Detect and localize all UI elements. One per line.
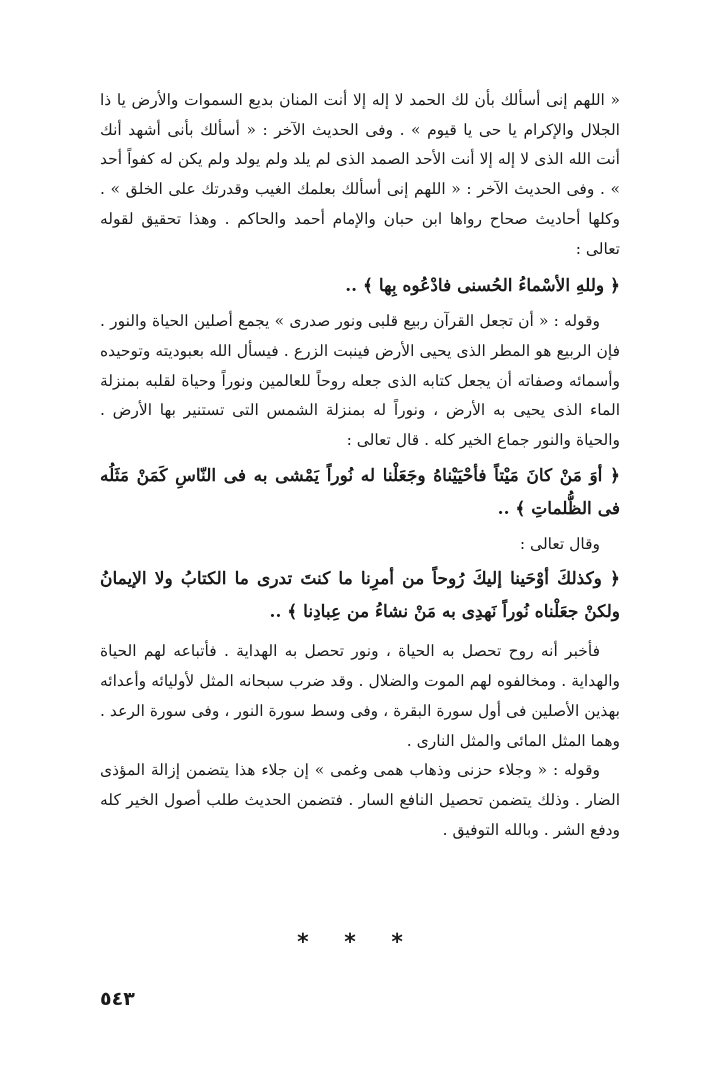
page-number: ٥٤٣: [100, 988, 135, 1010]
body-text: [100, 86, 620, 845]
quran-verse-3: ﴿ وكذلكَ أوْحَينا إليكَ رُوحاً من أمرِنا ما كنتَ تدرى ما الكتابُ ولا الإيمانُ ولكنْ جعَلْناه نُوراً نَهدِى به مَنْ نشاءُ من عِبادِنا ﴾ ..: [100, 569, 620, 623]
paragraph-1: « اللهم إنى أسألك بأن لك الحمد لا إله إلا أنت المنان بديع السموات والأرض يا ذا الجلال والإكرام يا حى يا قيوم » . وفى الحديث الآخر : « أسألك بأنى أشهد أنك أنت الله الذى لا إله إلا أنت الأحد الصمد الذى لم يلد ولم يولد ولم يكن له كفواً أحد » . وفى الحديث الآخر : « اللهم إنى أسألك بعلمك الغيب وقدرتك على الخلق » . وكلها أحاديث صحاح رواها ابن حبان والإمام أحمد والحاكم . وهذا تحقيق لقوله تعالى :: [100, 91, 620, 258]
paragraph-5: وقوله : « وجلاء حزنى وذهاب همى وغمى » إن جلاء هذا يتضمن إزالة المؤذى الضار . وذلك يتضمن تحصيل النافع السار . فتضمن الحديث طلب أصول الخير كله ودفع الشر . وبالله التوفيق .: [100, 761, 620, 839]
paragraph-2: وقوله : « أن تجعل القرآن ربيع قلبى ونور صدرى » يجمع أصلين الحياة والنور . فإن الربيع هو المطر الذى يحيى الأرض فينبت الزرع . فيسأل الله بعبوديته وتوحيده وأسمائه وصفاته أن يجعل كتابه الذى جعله روحاً للعالمين ونوراً وحياة لقلبه بمنزلة الماء الذى يحيى به الأرض ، ونوراً له بمنزلة الشمس التى تستنير بها الأرض . والحياة والنور جماع الخير كله . قال تعالى :: [100, 312, 620, 450]
quran-verse-2: ﴿ أوَ مَنْ كانَ مَيْتاً فأحْيَيْناهُ وجَعَلْنا له نُوراً يَمْشى به فى النّاسِ كَمَنْ مَثَلُه فى الظُّلماتِ ﴾ ..: [100, 465, 620, 519]
section-separator: * * *: [297, 930, 417, 955]
paragraph-4: فأخبر أنه روح تحصل به الحياة ، ونور تحصل به الهداية . فأتباعه لهم الحياة والهداية . ومخالفوه لهم الموت والضلال . وقد ضرب سبحانه المثل لأوليائه وأعدائه بهذين الأصلين فى أول سورة البقرة ، وفى وسط سورة النور ، وفى سورة الرعد . وهما المثل المائى والمثل النارى .: [100, 642, 620, 750]
quran-verse-1: ﴿ وللهِ الأسْماءُ الحُسنى فادْعُوه بِها ﴾ ..: [345, 276, 620, 297]
paragraph-3: وقال تعالى :: [519, 534, 600, 553]
